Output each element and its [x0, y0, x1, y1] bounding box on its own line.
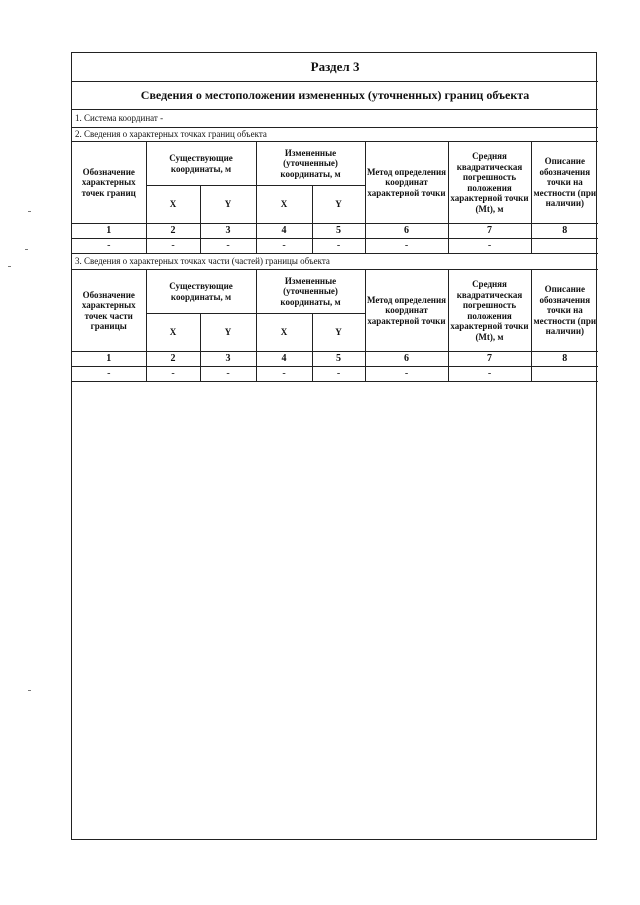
part3-cell: -	[312, 367, 365, 382]
part2-changed-x: X	[256, 186, 312, 224]
part2-col-number: 1	[72, 224, 146, 239]
section-title: Раздел 3	[72, 53, 598, 82]
part3-cell: -	[200, 367, 256, 382]
part3-col-number: 2	[146, 352, 200, 367]
table-row	[72, 367, 598, 382]
part2-changed-y: Y	[312, 186, 365, 224]
part2-col-number: 7	[448, 224, 531, 239]
table-row	[72, 239, 598, 254]
part3-cell: -	[365, 367, 448, 382]
part2-col-method: Метод определения координат характерной точки	[365, 142, 448, 224]
scan-mark	[28, 211, 31, 212]
part3-col-number: 4	[256, 352, 312, 367]
part2-col-number: 8	[531, 224, 598, 239]
part2-col-error: Средняя квадратическая погрешность положения характерной точки (Mt), м	[448, 142, 531, 224]
part3-col-error: Средняя квадратическая погрешность положения характерной точки (Mt), м	[448, 270, 531, 352]
part3-col-number: 7	[448, 352, 531, 367]
part2-cell: -	[146, 239, 200, 254]
document-title: Сведения о местоположении измененных (уточненных) границ объекта	[72, 82, 598, 110]
part2-existing-y: Y	[200, 186, 256, 224]
part3-cell: -	[72, 367, 146, 382]
part3-existing-x: X	[146, 314, 200, 352]
part3-col-number: 8	[531, 352, 598, 367]
part2-col-number: 6	[365, 224, 448, 239]
part3-existing-y: Y	[200, 314, 256, 352]
part2-cell: -	[72, 239, 146, 254]
part2-col-number: 2	[146, 224, 200, 239]
section-3-table	[72, 53, 598, 382]
part3-cell	[531, 367, 598, 382]
part3-col-number: 5	[312, 352, 365, 367]
scan-mark	[25, 249, 28, 250]
part2-col-number: 5	[312, 224, 365, 239]
scan-mark	[28, 690, 31, 691]
part3-changed-y: Y	[312, 314, 365, 352]
part3-col-number: 6	[365, 352, 448, 367]
part2-col-changed: Измененные (уточненные) координаты, м	[256, 142, 365, 186]
part3-cell: -	[448, 367, 531, 382]
part2-col-designation: Обозначение характерных точек границ	[72, 142, 146, 224]
part3-col-number: 1	[72, 352, 146, 367]
part2-heading: 2. Сведения о характерных точках границ объекта	[72, 128, 598, 142]
part2-col-existing: Существующие координаты, м	[146, 142, 256, 186]
part2-cell: -	[256, 239, 312, 254]
part3-changed-x: X	[256, 314, 312, 352]
part2-col-number: 4	[256, 224, 312, 239]
part2-cell: -	[365, 239, 448, 254]
part3-heading: 3. Сведения о характерных точках части (частей) границы объекта	[72, 254, 598, 270]
part2-existing-x: X	[146, 186, 200, 224]
part3-col-number: 3	[200, 352, 256, 367]
coordinate-system-line: 1. Система координат -	[72, 110, 598, 128]
part2-col-number: 3	[200, 224, 256, 239]
part3-cell: -	[256, 367, 312, 382]
part3-col-designation: Обозначение характерных точек части границы	[72, 270, 146, 352]
scan-mark	[8, 266, 11, 267]
part2-col-description: Описание обозначения точки на местности (при наличии)	[531, 142, 598, 224]
document-frame	[71, 52, 597, 840]
part3-cell: -	[146, 367, 200, 382]
part3-col-description: Описание обозначения точки на местности (при наличии)	[531, 270, 598, 352]
part2-cell: -	[200, 239, 256, 254]
part3-col-changed: Измененные (уточненные) координаты, м	[256, 270, 365, 314]
part3-col-existing: Существующие координаты, м	[146, 270, 256, 314]
part2-cell: -	[448, 239, 531, 254]
part2-cell	[531, 239, 598, 254]
part3-col-method: Метод определения координат характерной точки	[365, 270, 448, 352]
part2-cell: -	[312, 239, 365, 254]
